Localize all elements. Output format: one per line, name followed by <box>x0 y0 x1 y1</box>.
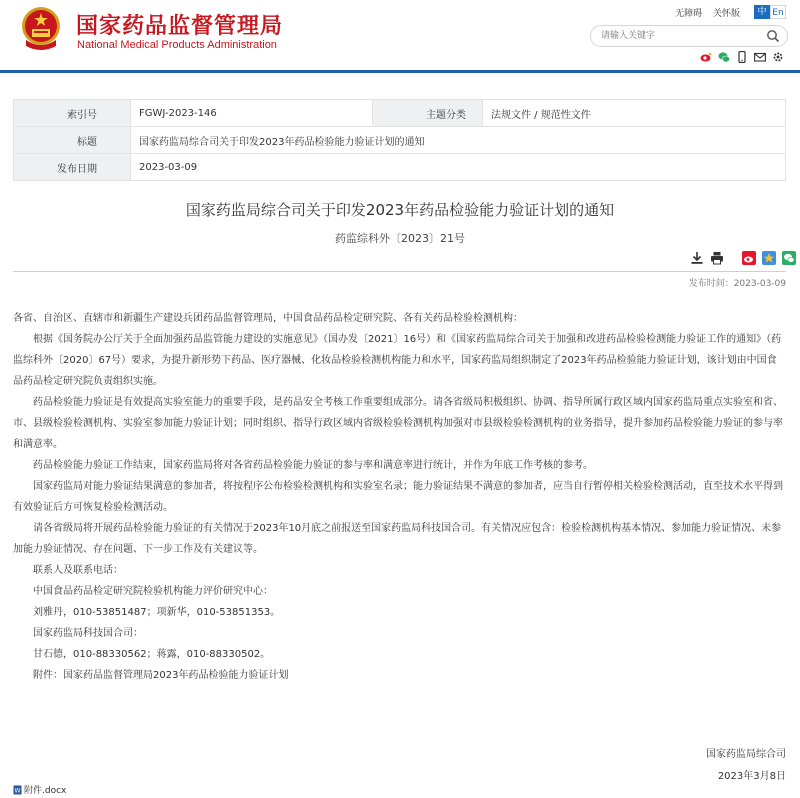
site-title[interactable]: 国家药品监督管理局 <box>76 14 284 39</box>
salutation: 各省、自治区、直辖市和新疆生产建设兵团药品监督管理局，中国食品药品检定研究院、各有关药品检验检测机构： <box>13 313 523 324</box>
weibo-icon[interactable] <box>700 51 712 63</box>
index-value: FGWJ-2023-146 <box>131 100 373 127</box>
paragraph: 根据《国务院办公厅关于全面加强药品监管能力建设的实施意见》（国办发〔2021〕16号）和《国家药监局综合司关于加强和改进药品检验检测能力验证工作的通知》（药监综科外〔2020〕67号）要求，为提升新形势下药品、医疗器械、化妆品检验检测机构能力和水平，国家药监局组织制定了2023年药品检验能力验证计划，该计划由中国食品药品检定研究院负责组织实施。 <box>13 334 782 387</box>
contact-phones: 甘石德，010-88330562；蒋露，010-88330502。 <box>33 649 271 660</box>
share-qzone-icon[interactable] <box>762 251 776 265</box>
signature-org: 国家药监局综合司 <box>706 749 786 760</box>
svg-text:W: W <box>14 787 21 794</box>
contact-heading: 联系人及联系电话： <box>33 565 123 576</box>
meta-row <box>14 100 786 127</box>
index-label: 索引号 <box>14 100 131 127</box>
attachment-link[interactable] <box>13 783 66 796</box>
category-label: 主题分类 <box>373 100 483 127</box>
date-value: 2023-03-09 <box>131 154 786 181</box>
article-tools <box>690 251 796 265</box>
article-title: 国家药监局综合司关于印发2023年药品检验能力验证计划的通知 <box>185 201 615 219</box>
contact-org: 中国食品药品检定研究院检验机构能力评价研究中心： <box>33 586 273 597</box>
accessibility-link[interactable]: 无障碍 <box>675 9 703 19</box>
docx-file-icon <box>13 785 22 795</box>
share-weibo-icon[interactable] <box>742 251 756 265</box>
gear-icon[interactable] <box>772 51 784 63</box>
search-input[interactable] <box>601 29 761 43</box>
category-value: 法规文件 / 规范性文件 <box>483 100 786 127</box>
share-wechat-icon[interactable] <box>782 251 796 265</box>
site-header <box>0 0 800 70</box>
publish-time: 发布时间：2023-03-09 <box>688 279 786 289</box>
top-links <box>667 6 740 19</box>
download-icon[interactable] <box>690 251 704 265</box>
mobile-icon[interactable] <box>736 51 748 63</box>
contact-org: 国家药监局科技国合司： <box>33 628 143 639</box>
site-subtitle: National Medical Products Administration <box>77 39 277 51</box>
language-switch <box>754 5 786 19</box>
mail-icon[interactable] <box>754 51 766 63</box>
meta-row <box>14 127 786 154</box>
header-divider <box>0 70 800 73</box>
document-meta-table <box>13 99 786 181</box>
search-box <box>590 25 788 47</box>
article-body <box>13 308 786 686</box>
date-label: 发布日期 <box>14 154 131 181</box>
title-value: 国家药监局综合司关于印发2023年药品检验能力验证计划的通知 <box>131 127 786 154</box>
lang-chinese[interactable]: 中 <box>754 5 770 19</box>
wechat-icon[interactable] <box>718 51 730 63</box>
paragraph: 请各省级局将开展药品检验能力验证的有关情况于2023年10月底之前报送至国家药监局科技国合司。有关情况应包含：检验检测机构基本情况、参加能力验证情况、未参加能力验证情况、存在问题、下一步工作及有关建议等。 <box>13 523 782 555</box>
paragraph: 药品检验能力验证工作结束，国家药监局将对各省药品检验能力验证的参与率和满意率进行统计，并作为年底工作考核的参考。 <box>33 460 593 471</box>
paragraph: 国家药监局对能力验证结果满意的参加者，将按程序公布检验检测机构和实验室名录；能力验证结果不满意的参加者，应当自行暂停相关检验检测活动，直至技术水平得到有效验证后方可恢复检验检测活动。 <box>13 481 783 513</box>
search-icon[interactable] <box>766 29 780 43</box>
meta-row <box>14 154 786 181</box>
paragraph: 药品检验能力验证是有效提高实验室能力的重要手段，是药品安全考核工作重要组成部分。请各省级局积极组织、协调、指导所属行政区域内国家药监局重点实验室和省、市、县级检验检测机构、实验室参加能力验证计划；同时组织、指导行政区域内省级检验检测机构加强对市县级检验检测机构的业务指导，提升参加药品检验能力验证的参与率和满意率。 <box>13 397 783 450</box>
article-divider <box>13 271 786 272</box>
care-mode-link[interactable]: 关怀版 <box>712 9 740 19</box>
attachment-filename[interactable]: 附件.docx <box>24 786 67 796</box>
contact-phones: 刘雅丹，010-53851487；项新华，010-53851353。 <box>33 607 281 618</box>
document-number: 药监综科外〔2023〕21号 <box>335 232 465 245</box>
title-label: 标题 <box>14 127 131 154</box>
lang-english[interactable]: En <box>770 5 786 19</box>
print-icon[interactable] <box>710 251 724 265</box>
social-links <box>700 51 784 63</box>
attachment-note: 附件：国家药品监督管理局2023年药品检验能力验证计划 <box>33 670 289 681</box>
signature-date: 2023年3月8日 <box>717 771 786 782</box>
national-emblem-icon <box>20 6 62 52</box>
